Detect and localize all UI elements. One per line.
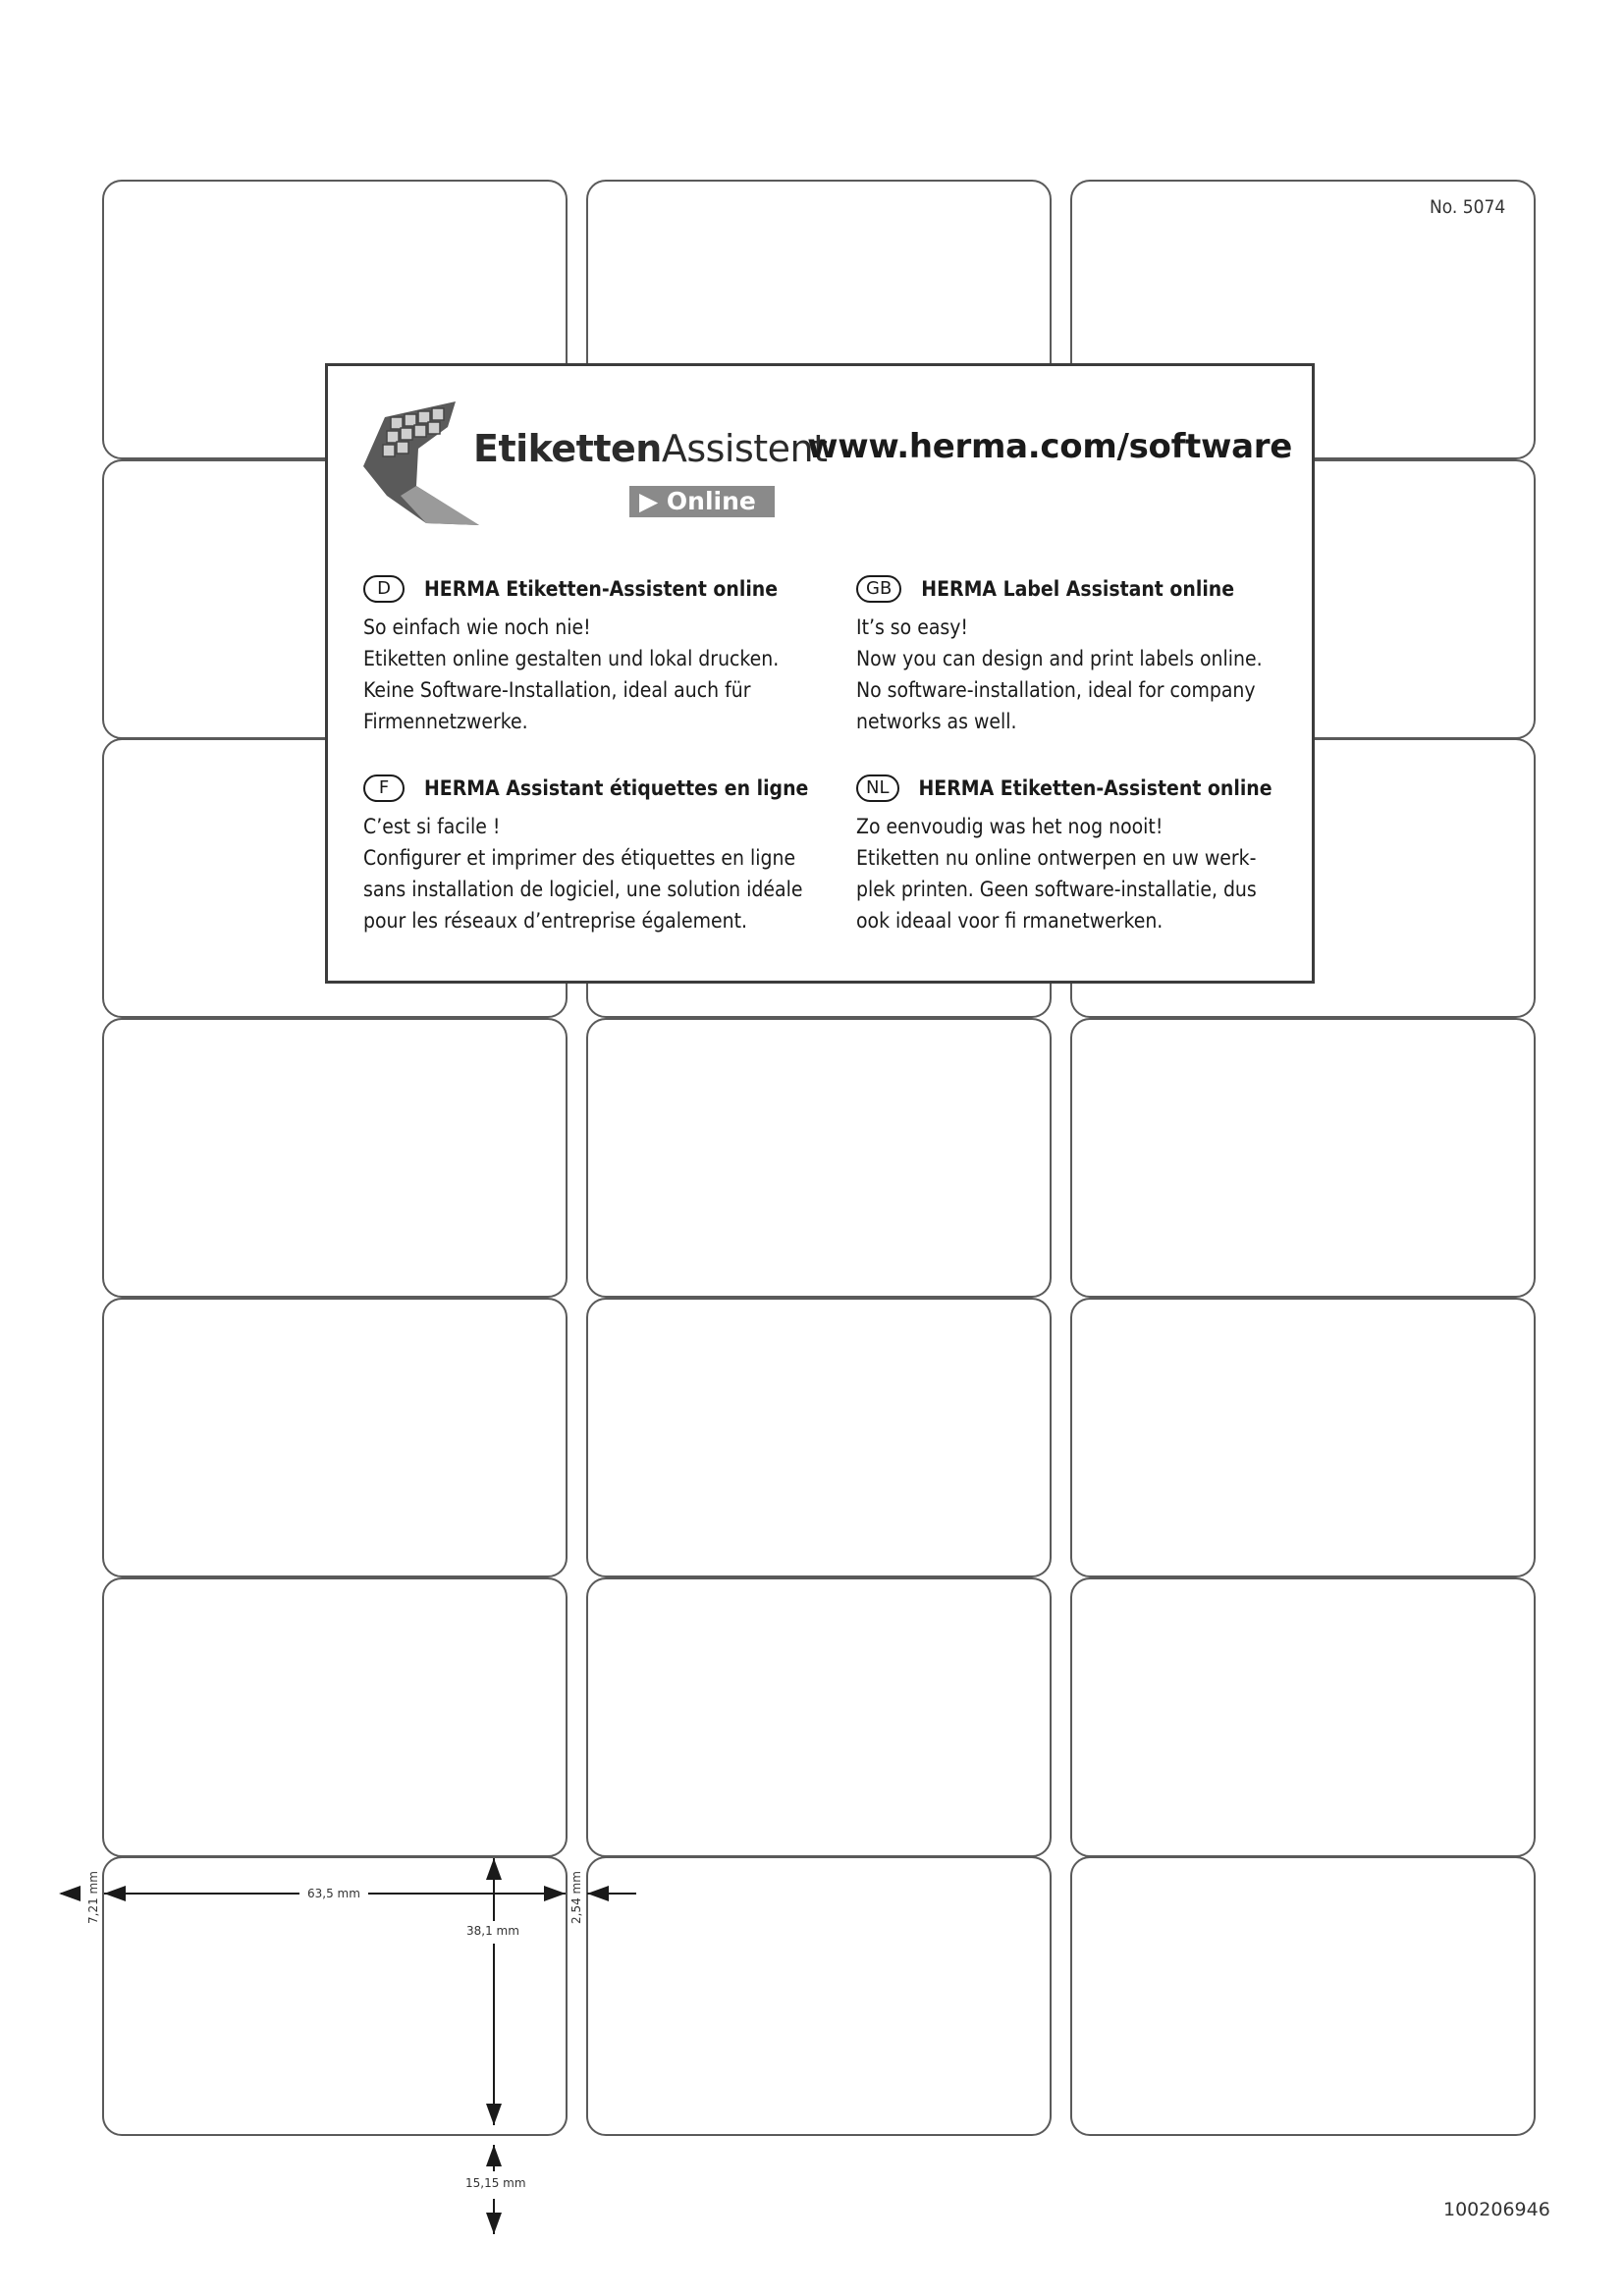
body-line: Now you can design and print labels online. xyxy=(856,647,1263,670)
label-cell xyxy=(586,1577,1052,1857)
section-body xyxy=(363,811,815,936)
body-line: pour les réseaux d’entreprise également. xyxy=(363,909,748,933)
arrow-bottom-bottom xyxy=(486,2213,502,2234)
label-cell xyxy=(102,1018,568,1298)
section-title: HERMA Assistant étiquettes en ligne xyxy=(424,776,809,800)
etiketten-assistent-logo xyxy=(357,388,828,535)
body-line: So einfach wie noch nie! xyxy=(363,615,591,639)
language-badge-gb: GB xyxy=(856,575,901,603)
label-cell xyxy=(586,1018,1052,1298)
section-body xyxy=(856,811,1308,936)
section-body xyxy=(363,612,815,737)
body-line: sans installation de logiciel, une solution idéale xyxy=(363,878,803,901)
label-cell xyxy=(586,1856,1052,2136)
dim-bottom-margin-label: 15,15 mm xyxy=(465,2176,526,2190)
label-cell xyxy=(1070,1298,1536,1577)
arrow-left-margin xyxy=(59,1886,81,1901)
logo-graphic-icon xyxy=(357,388,485,535)
body-line: Etiketten nu online ontwerpen en uw werk- xyxy=(856,846,1257,870)
language-badge-d: D xyxy=(363,575,405,603)
section-title: HERMA Etiketten-Assistent online xyxy=(918,776,1272,800)
website-url[interactable]: www.herma.com/software xyxy=(807,427,1292,466)
info-card xyxy=(325,363,1315,984)
section-german xyxy=(363,572,815,737)
section-french xyxy=(363,772,815,936)
label-cell xyxy=(1070,1856,1536,2136)
label-cell xyxy=(102,1577,568,1857)
body-line: Zo eenvoudig was het nog nooit! xyxy=(856,815,1164,838)
body-line: networks as well. xyxy=(856,710,1017,733)
language-badge-nl: NL xyxy=(856,774,899,802)
document-number: 100206946 xyxy=(1443,2199,1550,2220)
label-cell xyxy=(1070,1018,1536,1298)
section-title: HERMA Label Assistant online xyxy=(921,577,1235,601)
section-english xyxy=(856,572,1308,737)
body-line: Keine Software-Installation, ideal auch für xyxy=(363,678,751,702)
logo-wordmark: EtikettenAssistent xyxy=(473,427,828,470)
section-title: HERMA Etiketten-Assistent online xyxy=(424,577,779,601)
label-cell xyxy=(102,1298,568,1577)
dim-left-margin-label: 7,21 mm xyxy=(86,1871,100,1924)
dim-column-gap-label: 2,54 mm xyxy=(569,1871,583,1924)
body-line: Etiketten online gestalten und lokal drucken. xyxy=(363,647,780,670)
dim-label-height-label: 38,1 mm xyxy=(466,1924,519,1938)
body-line: No software-installation, ideal for company xyxy=(856,678,1256,702)
body-line: It’s so easy! xyxy=(856,615,969,639)
body-line: Configurer et imprimer des étiquettes en ligne xyxy=(363,846,796,870)
section-dutch xyxy=(856,772,1308,936)
body-line: C’est si facile ! xyxy=(363,815,501,838)
body-line: Firmennetzwerke. xyxy=(363,710,528,733)
body-line: plek printen. Geen software-installatie, dus xyxy=(856,878,1257,901)
dim-label-width-label: 63,5 mm xyxy=(307,1887,360,1900)
label-cell xyxy=(1070,1577,1536,1857)
language-badge-f: F xyxy=(363,774,405,802)
arrow-bottom-top xyxy=(486,2145,502,2166)
label-cell xyxy=(586,1298,1052,1577)
section-body xyxy=(856,612,1308,737)
body-line: ook ideaal voor fi rmanetwerken. xyxy=(856,909,1164,933)
product-number: No. 5074 xyxy=(1430,196,1506,218)
logo-online-badge: ▶ Online xyxy=(629,486,775,517)
